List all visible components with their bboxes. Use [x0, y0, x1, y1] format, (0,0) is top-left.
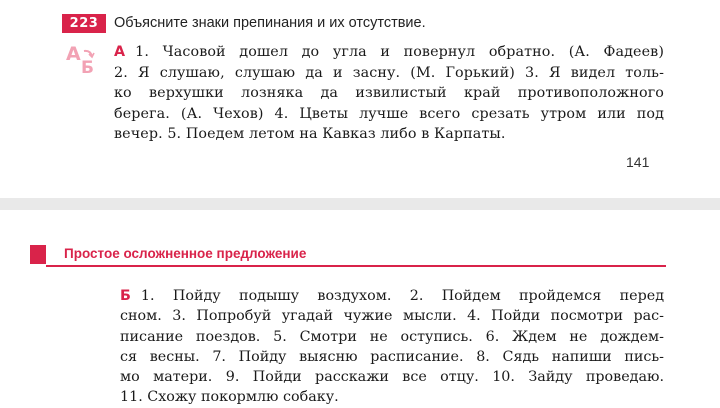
task-number-badge: 223	[62, 14, 106, 33]
section-title: Простое осложненное предложение	[64, 246, 307, 261]
variant-ab-icon	[64, 42, 108, 76]
page-141	[0, 0, 720, 198]
variant-b-line-3: писание поездов. 5. Смотри не оступись. 6. Ждем не дождем-	[120, 328, 664, 345]
variant-a-line-2: 2. Я слушаю, слушаю да и засну. (М. Горький) 3. Я видел толь-	[114, 64, 664, 81]
section-marker	[30, 245, 46, 264]
variant-a-line-4: берега. (А. Чехов) 4. Цветы лучше всего срезать утром или под	[114, 105, 664, 122]
variant-a-line-1: А 1. Часовой дошел до угла и повернул обратно. (А. Фадеев)	[114, 44, 664, 60]
icon-letter-a: А	[66, 43, 81, 65]
section-rule	[46, 265, 666, 267]
variant-b-line-2: сном. 3. Попробуй угадай чужие мысли. 4. Пойди посмотри рас-	[120, 308, 664, 325]
variant-b-text	[120, 286, 664, 408]
variant-b-label: Б	[120, 288, 131, 304]
variant-b-line-4: ся весны. 7. Пойду выясню расписание. 8. Сядь напиши пись-	[120, 348, 664, 365]
icon-letter-b: Б	[81, 58, 94, 76]
variant-a-line-5: вечер. 5. Поедем летом на Кавказ либо в Карпаты.	[114, 126, 506, 142]
variant-b-line-5: мо матери. 9. Пойди расскажи все отцу. 10. Зайду проведаю.	[120, 369, 664, 386]
variant-b-line-1: Б 1. Пойду подышу воздухом. 2. Пойдем пройдемся перед	[120, 288, 664, 304]
page-number: 141	[626, 154, 650, 170]
variant-a-label: А	[114, 44, 126, 60]
task-title: Объясните знаки препинания и их отсутствие.	[114, 15, 426, 31]
variant-a-line-3: ко верхушки лозняка да извилистый край противоположного	[114, 85, 664, 101]
page-gap	[0, 198, 720, 210]
variant-b-line-6: 11. Схожу покормлю собаку.	[120, 389, 339, 406]
variant-a-text	[114, 42, 664, 145]
